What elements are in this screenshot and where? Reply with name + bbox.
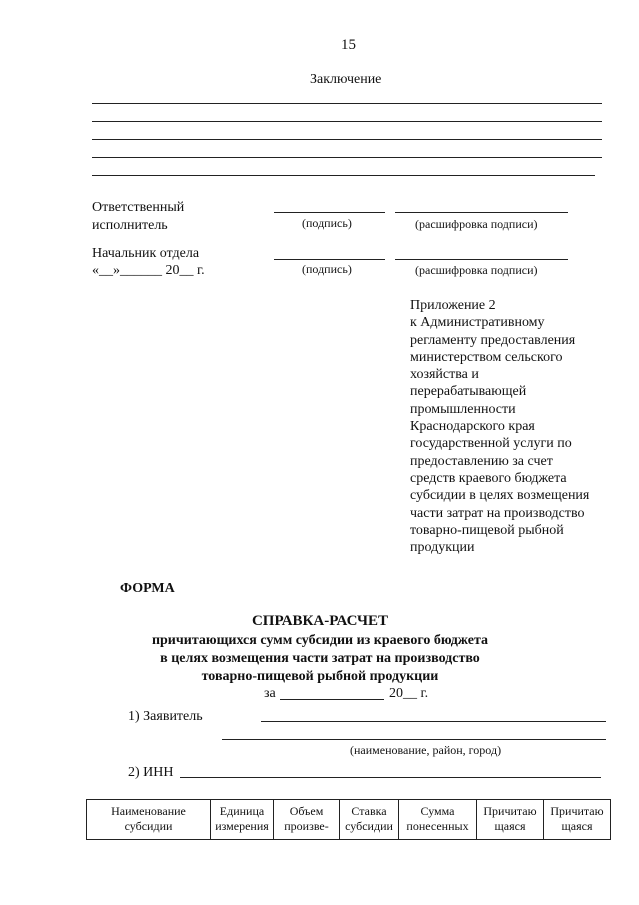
header-text: измерения [215, 819, 269, 833]
date-line: «__»______ 20__ г. [92, 263, 205, 278]
header-text: Причитаю [483, 804, 537, 818]
head-signature-caption: (подпись) [302, 262, 352, 276]
header-text: понесенных [406, 819, 469, 833]
appendix-line: регламенту предоставления [410, 332, 576, 348]
applicant-line-2[interactable] [222, 739, 606, 740]
appendix-line: продукции [410, 540, 475, 556]
applicant-label: 1) Заявитель [128, 709, 203, 724]
conclusion-line-5 [92, 175, 595, 176]
header-text: Наименование [111, 804, 186, 818]
header-text: щаяся [494, 819, 526, 833]
responsible-signature-line [274, 212, 385, 213]
header-text: субсидии [345, 819, 393, 833]
inn-line[interactable] [180, 777, 601, 778]
head-label: Начальник отдела [92, 246, 200, 261]
period-blank-line [280, 699, 384, 700]
conclusion-title: Заключение [310, 72, 382, 87]
table-header-row [87, 800, 611, 840]
conclusion-line-1 [92, 103, 602, 104]
header-cell-due-1 [477, 800, 544, 840]
document-title: СПРАВКА-РАСЧЕТ [251, 613, 389, 629]
appendix-line: средств краевого бюджета [410, 470, 567, 486]
header-cell-incurred-sum [399, 800, 477, 840]
header-cell-unit [211, 800, 274, 840]
header-cell-subsidy-name [87, 800, 211, 840]
head-decoding-line [395, 259, 568, 260]
appendix-line: товарно-пищевой рыбной [410, 522, 564, 538]
applicant-caption: (наименование, район, город) [350, 743, 502, 757]
form-label: ФОРМА [120, 581, 175, 596]
appendix-line: предоставлению за счет [410, 453, 553, 469]
inn-label: 2) ИНН [128, 765, 174, 780]
appendix-line: к Административному [410, 315, 545, 331]
appendix-line: части затрат на производство [410, 505, 585, 521]
appendix-line: Приложение 2 [410, 298, 496, 313]
page-number: 15 [341, 37, 356, 53]
period-prefix: за [264, 686, 276, 701]
appendix-block [410, 297, 589, 556]
header-text: Ставка [351, 804, 387, 818]
responsible-signature-caption: (подпись) [302, 216, 352, 230]
header-text: щаяся [561, 819, 593, 833]
appendix-line: хозяйства и [410, 367, 479, 383]
appendix-line: Краснодарского края [410, 419, 535, 435]
header-cell-due-2 [544, 800, 611, 840]
head-signature-line [274, 259, 385, 260]
appendix-line: государственной услуги по [410, 436, 572, 452]
conclusion-line-3 [92, 139, 602, 140]
conclusion-line-2 [92, 121, 602, 122]
heading-line-2: в целях возмещения части затрат на производство [160, 651, 480, 666]
header-cell-volume [274, 800, 340, 840]
appendix-line: министерством сельского [410, 349, 563, 365]
conclusion-line-4 [92, 157, 602, 158]
heading-line-3: товарно-пищевой рыбной продукции [201, 669, 439, 684]
header-text: Сумма [420, 804, 455, 818]
header-text: Причитаю [550, 804, 604, 818]
header-text: Объем [289, 804, 324, 818]
responsible-label-line2: исполнитель [92, 218, 168, 233]
responsible-label-line1: Ответственный [92, 200, 185, 215]
appendix-line: субсидии в целях возмещения [410, 488, 590, 504]
appendix-line: перерабатывающей [410, 384, 527, 400]
appendix-line: промышленности [410, 401, 516, 417]
heading-line-1: причитающихся сумм субсидии из краевого бюджета [151, 633, 489, 648]
header-text: субсидии [124, 819, 173, 833]
responsible-decoding-caption: (расшифровка подписи) [415, 217, 538, 231]
applicant-line-1[interactable] [261, 721, 606, 722]
header-cell-rate [340, 800, 399, 840]
responsible-decoding-line [395, 212, 568, 213]
calculation-table [86, 799, 611, 840]
head-decoding-caption: (расшифровка подписи) [415, 263, 538, 277]
period-year: 20__ г. [389, 686, 429, 701]
header-text: произве- [284, 819, 329, 833]
header-text: Единица [219, 804, 265, 818]
